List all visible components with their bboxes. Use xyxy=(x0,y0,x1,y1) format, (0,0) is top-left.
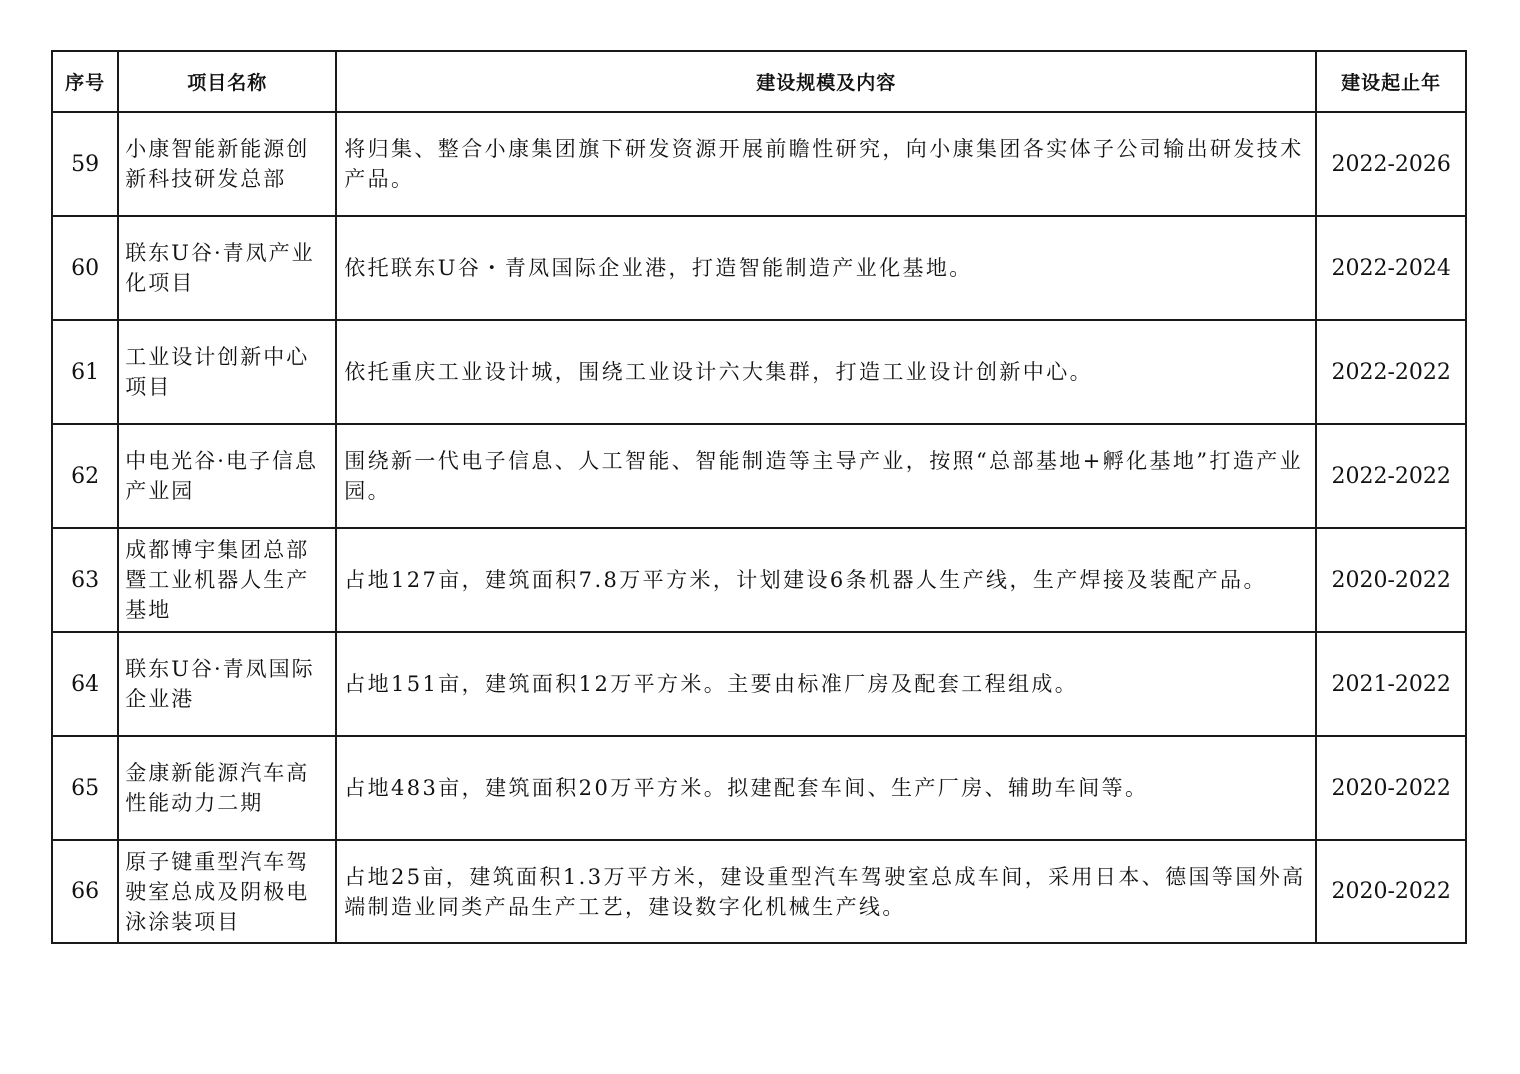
project-content: 将归集、整合小康集团旗下研发资源开展前瞻性研究，向小康集团各实体子公司输出研发技术产品。 xyxy=(336,112,1316,216)
table-row xyxy=(52,424,1466,528)
row-number: 66 xyxy=(52,840,118,943)
project-years: 2022-2022 xyxy=(1316,424,1466,528)
project-content: 占地25亩，建筑面积1.3万平方米，建设重型汽车驾驶室总成车间，采用日本、德国等国外高端制造业同类产品生产工艺，建设数字化机械生产线。 xyxy=(336,840,1316,943)
project-name: 成都博宇集团总部暨工业机器人生产基地 xyxy=(118,528,336,632)
project-years: 2021-2022 xyxy=(1316,632,1466,736)
project-table xyxy=(51,50,1467,944)
header-row xyxy=(52,51,1466,112)
project-name: 原子键重型汽车驾驶室总成及阴极电泳涂装项目 xyxy=(118,840,336,943)
project-name: 工业设计创新中心项目 xyxy=(118,320,336,424)
project-content: 占地151亩，建筑面积12万平方米。主要由标准厂房及配套工程组成。 xyxy=(336,632,1316,736)
project-name: 联东U谷·青凤国际企业港 xyxy=(118,632,336,736)
table-body xyxy=(52,112,1466,943)
table-row xyxy=(52,528,1466,632)
project-years: 2020-2022 xyxy=(1316,736,1466,840)
table-row xyxy=(52,736,1466,840)
project-years: 2022-2022 xyxy=(1316,320,1466,424)
header-year: 建设起止年 xyxy=(1316,51,1466,112)
header-name: 项目名称 xyxy=(118,51,336,112)
project-name: 联东U谷·青凤产业化项目 xyxy=(118,216,336,320)
table-row xyxy=(52,320,1466,424)
project-content: 依托重庆工业设计城，围绕工业设计六大集群，打造工业设计创新中心。 xyxy=(336,320,1316,424)
project-years: 2020-2022 xyxy=(1316,528,1466,632)
row-number: 63 xyxy=(52,528,118,632)
table-row xyxy=(52,632,1466,736)
row-number: 60 xyxy=(52,216,118,320)
table-row xyxy=(52,112,1466,216)
project-content: 占地483亩，建筑面积20万平方米。拟建配套车间、生产厂房、辅助车间等。 xyxy=(336,736,1316,840)
project-content: 依托联东U谷・青凤国际企业港，打造智能制造产业化基地。 xyxy=(336,216,1316,320)
row-number: 64 xyxy=(52,632,118,736)
row-number: 62 xyxy=(52,424,118,528)
row-number: 59 xyxy=(52,112,118,216)
row-number: 61 xyxy=(52,320,118,424)
project-years: 2020-2022 xyxy=(1316,840,1466,943)
table-header xyxy=(52,51,1466,112)
project-content: 围绕新一代电子信息、人工智能、智能制造等主导产业，按照“总部基地+孵化基地”打造产业园。 xyxy=(336,424,1316,528)
header-no: 序号 xyxy=(52,51,118,112)
project-name: 中电光谷·电子信息产业园 xyxy=(118,424,336,528)
table-row xyxy=(52,840,1466,943)
project-years: 2022-2026 xyxy=(1316,112,1466,216)
project-content: 占地127亩，建筑面积7.8万平方米，计划建设6条机器人生产线，生产焊接及装配产品。 xyxy=(336,528,1316,632)
row-number: 65 xyxy=(52,736,118,840)
header-content: 建设规模及内容 xyxy=(336,51,1316,112)
project-name: 金康新能源汽车高性能动力二期 xyxy=(118,736,336,840)
project-years: 2022-2024 xyxy=(1316,216,1466,320)
project-name: 小康智能新能源创新科技研发总部 xyxy=(118,112,336,216)
table-row xyxy=(52,216,1466,320)
